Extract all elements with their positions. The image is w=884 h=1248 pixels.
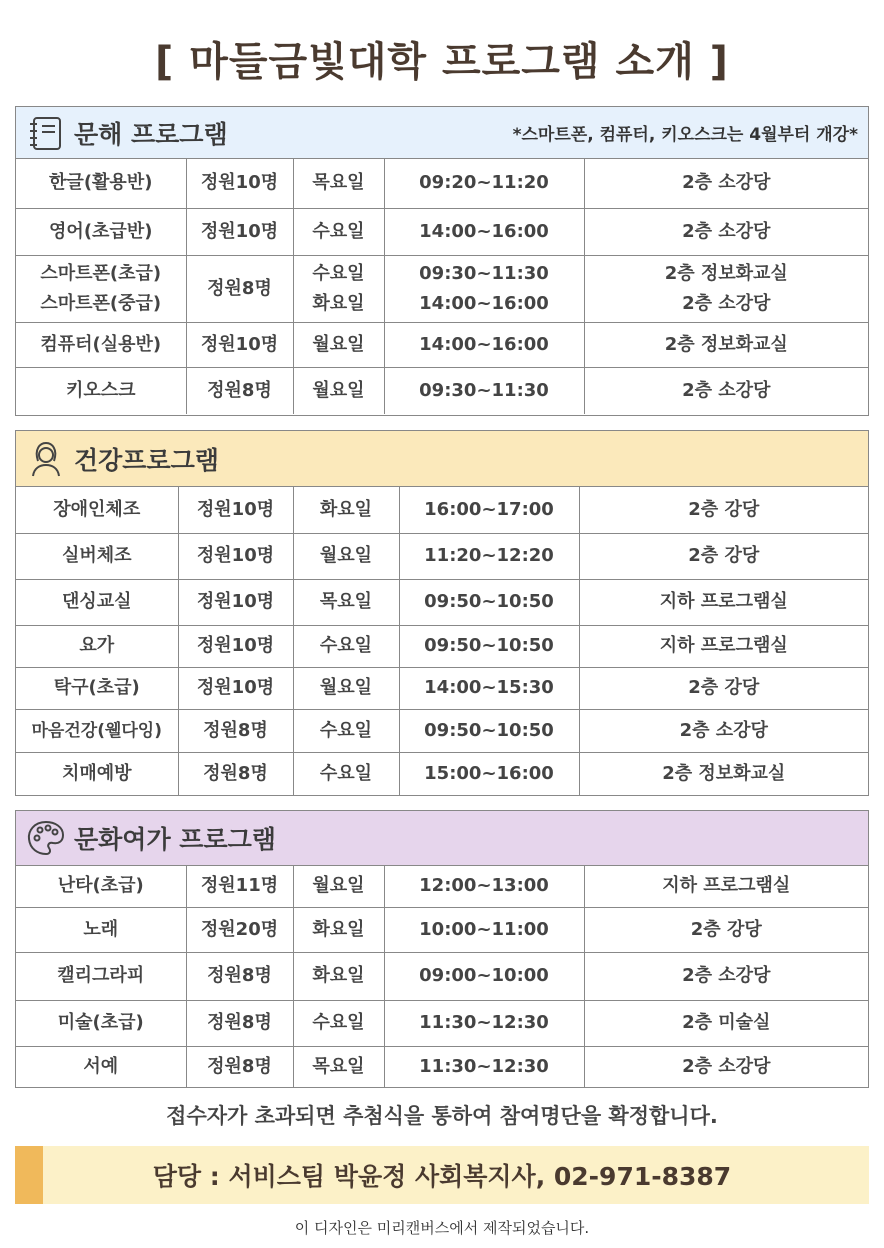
day: 목요일 <box>293 1046 384 1087</box>
program-name: 댄싱교실 <box>16 579 178 625</box>
location: 2층 미술실 <box>584 1000 868 1046</box>
time: 09:50~10:50 <box>399 625 579 667</box>
design-credit: 이 디자인은 미리캔버스에서 제작되었습니다. <box>294 1219 590 1237</box>
contact-banner <box>15 1146 869 1204</box>
table-row <box>16 709 868 752</box>
location: 2층 소강당 <box>584 952 868 1000</box>
program-name-line: 스마트폰(중급) <box>40 292 162 314</box>
time: 09:00~10:00 <box>384 952 584 1000</box>
day: 수요일 <box>293 208 384 255</box>
program-name: 미술(초급) <box>16 1000 186 1046</box>
program-name-line: 스마트폰(초급) <box>40 262 162 284</box>
section-title: 건강프로그램 <box>74 445 219 475</box>
capacity: 정원10명 <box>178 667 293 709</box>
time: 10:00~11:00 <box>384 907 584 952</box>
capacity: 정원8명 <box>186 1000 293 1046</box>
table-row <box>16 952 868 1000</box>
capacity: 정원8명 <box>178 752 293 795</box>
capacity: 정원8명 <box>186 255 293 322</box>
time: 11:30~12:30 <box>384 1000 584 1046</box>
time: 09:20~11:20 <box>384 159 584 208</box>
time-line: 14:00~16:00 <box>419 292 549 314</box>
time: 15:00~16:00 <box>399 752 579 795</box>
day: 월요일 <box>293 866 384 907</box>
section-culture <box>15 810 869 1088</box>
day: 월요일 <box>293 667 399 709</box>
section-note: *스마트폰, 컴퓨터, 키오스크는 4월부터 개강* <box>512 125 858 145</box>
program-name: 컴퓨터(실용반) <box>16 322 186 367</box>
palette-icon <box>24 818 68 858</box>
time: 12:00~13:00 <box>384 866 584 907</box>
program-name <box>16 255 186 322</box>
day: 화요일 <box>293 907 384 952</box>
literacy-table <box>16 159 868 414</box>
time <box>384 255 584 322</box>
time: 16:00~17:00 <box>399 487 579 533</box>
table-row <box>16 579 868 625</box>
day-line: 수요일 <box>312 262 365 284</box>
health-table <box>16 487 868 795</box>
capacity: 정원10명 <box>178 533 293 579</box>
day: 화요일 <box>293 952 384 1000</box>
capacity: 정원10명 <box>186 208 293 255</box>
capacity: 정원10명 <box>186 322 293 367</box>
location: 2층 소강당 <box>584 159 868 208</box>
day: 수요일 <box>293 625 399 667</box>
day: 수요일 <box>293 709 399 752</box>
program-name: 치매예방 <box>16 752 178 795</box>
location: 2층 강당 <box>579 667 868 709</box>
capacity: 정원8명 <box>186 1046 293 1087</box>
program-name: 실버체조 <box>16 533 178 579</box>
time: 14:00~15:30 <box>399 667 579 709</box>
table-row <box>16 208 868 255</box>
day: 월요일 <box>293 322 384 367</box>
table-row <box>16 667 868 709</box>
capacity: 정원8명 <box>186 367 293 414</box>
day: 월요일 <box>293 533 399 579</box>
day-line: 화요일 <box>312 292 365 314</box>
section-header <box>16 107 868 159</box>
time: 09:50~10:50 <box>399 709 579 752</box>
location: 2층 소강당 <box>682 1055 771 1077</box>
program-name: 영어(초급반) <box>16 208 186 255</box>
capacity: 정원20명 <box>186 907 293 952</box>
day <box>293 255 384 322</box>
time: 11:20~12:20 <box>399 533 579 579</box>
section-title: 문화여가 프로그램 <box>74 825 276 854</box>
location: 2층 강당 <box>584 907 868 952</box>
section-header <box>16 431 868 487</box>
section-header <box>16 811 868 866</box>
table-row <box>16 752 868 795</box>
table-row <box>16 367 868 414</box>
location: 2층 소강당 <box>579 709 868 752</box>
contact-text: 담당 : 서비스팀 박윤정 사회복지사, 02-971-8387 <box>152 1162 732 1191</box>
table-row <box>16 533 868 579</box>
location: 지하 프로그램실 <box>584 866 868 907</box>
capacity: 정원10명 <box>178 625 293 667</box>
table-row <box>16 487 868 533</box>
day: 월요일 <box>293 367 384 414</box>
person-icon <box>24 439 68 479</box>
location: 2층 소강당 <box>584 208 868 255</box>
capacity: 정원10명 <box>186 159 293 208</box>
table-row <box>16 1000 868 1046</box>
table-row <box>16 159 868 208</box>
location: 2층 강당 <box>579 533 868 579</box>
location: 2층 소강당 <box>682 379 771 401</box>
program-name: 난타(초급) <box>16 866 186 907</box>
accent-bar <box>15 1146 43 1204</box>
location: 2층 정보화교실 <box>662 762 786 784</box>
time-line: 09:30~11:30 <box>419 262 549 284</box>
section-health <box>15 430 869 796</box>
location: 2층 강당 <box>579 487 868 533</box>
capacity: 정원8명 <box>178 709 293 752</box>
table-row <box>16 907 868 952</box>
table-row <box>16 1046 868 1087</box>
program-name: 요가 <box>16 625 178 667</box>
capacity: 정원10명 <box>178 487 293 533</box>
program-name: 마음건강(웰다잉) <box>16 709 178 752</box>
day: 목요일 <box>293 159 384 208</box>
location <box>584 255 868 322</box>
day: 수요일 <box>293 752 399 795</box>
day: 화요일 <box>293 487 399 533</box>
program-name: 캘리그라피 <box>16 952 186 1000</box>
location: 지하 프로그램실 <box>579 579 868 625</box>
lottery-notice: 접수자가 초과되면 추첨식을 통하여 참여명단을 확정합니다. <box>166 1104 718 1128</box>
time: 11:30~12:30 <box>384 1046 584 1087</box>
notebook-icon <box>24 113 68 153</box>
location-line: 2층 정보화교실 <box>664 262 788 284</box>
day: 수요일 <box>293 1000 384 1046</box>
location: 지하 프로그램실 <box>579 625 868 667</box>
program-name: 키오스크 <box>16 367 186 414</box>
table-row <box>16 625 868 667</box>
program-name: 장애인체조 <box>16 487 178 533</box>
program-name: 노래 <box>16 907 186 952</box>
day: 목요일 <box>293 579 399 625</box>
table-row <box>16 255 868 322</box>
capacity: 정원8명 <box>186 952 293 1000</box>
page-title: [ 마들금빛대학 프로그램 소개 ] <box>155 39 729 85</box>
time: 09:30~11:30 <box>384 367 584 414</box>
table-row <box>16 866 868 907</box>
time: 14:00~16:00 <box>384 322 584 367</box>
location: 2층 정보화교실 <box>584 322 868 367</box>
section-title: 문해 프로그램 <box>74 119 228 149</box>
program-name: 한글(활용반) <box>16 159 186 208</box>
time: 14:00~16:00 <box>384 208 584 255</box>
capacity: 정원10명 <box>178 579 293 625</box>
location-line: 2층 소강당 <box>682 292 771 314</box>
program-name: 서예 <box>16 1046 186 1087</box>
program-name: 탁구(초급) <box>16 667 178 709</box>
section-literacy <box>15 106 869 416</box>
capacity: 정원11명 <box>186 866 293 907</box>
table-row <box>16 322 868 367</box>
culture-table <box>16 866 868 1087</box>
time: 09:50~10:50 <box>399 579 579 625</box>
